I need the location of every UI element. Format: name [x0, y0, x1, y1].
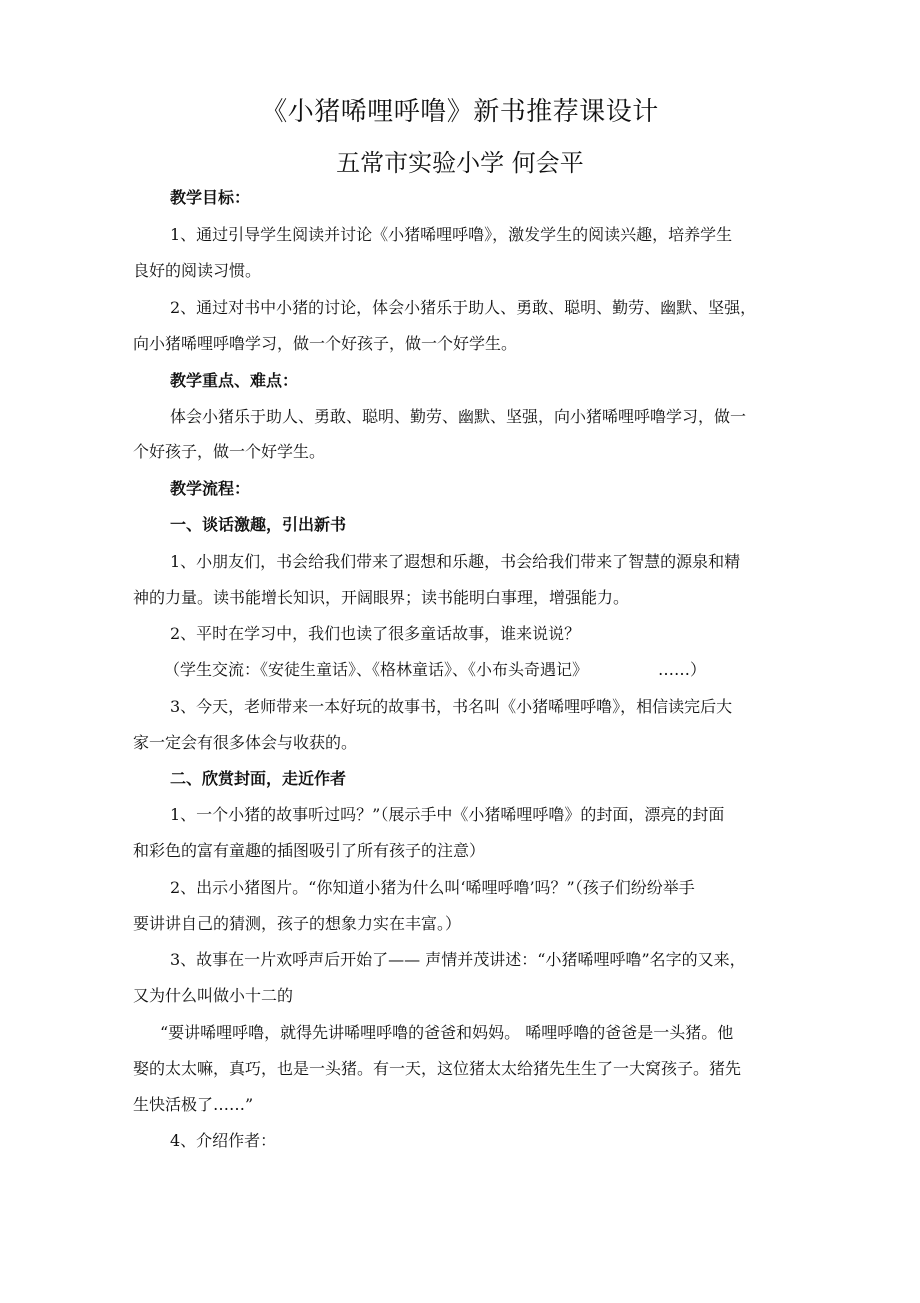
story-quote-line-3: 生快活极了……”: [133, 1095, 254, 1114]
student-exchange-ellipsis: ……）: [658, 660, 707, 679]
part-1-heading: 一、谈话激趣，引出新书: [170, 515, 347, 534]
student-exchange-text: （学生交流：《安徒生童话》、《格林童话》、《小布头奇遇记》: [164, 660, 589, 679]
flow-heading: 教学流程：: [170, 479, 251, 498]
story-quote-line-1: “要讲唏哩呼噜，就得先讲唏哩呼噜的爸爸和妈妈。 唏哩呼噜的爸爸是一头猪。他: [160, 1023, 734, 1042]
goal-1-line-2: 良好的阅读习惯。: [133, 261, 262, 280]
goal-2-line-1: 2、通过对书中小猪的讨论，体会小猪乐于助人、勇敢、聪明、勤劳、幽默、坚强，: [170, 298, 757, 317]
part-2-heading: 二、欣赏封面，走近作者: [170, 769, 347, 788]
author-line: 五常市实验小学 何会平: [336, 149, 584, 177]
part-2-item-4: 4、介绍作者：: [170, 1131, 277, 1150]
document-title: 《小猪唏哩呼噜》新书推荐课设计: [261, 97, 659, 127]
key-points-heading: 教学重点、难点：: [170, 371, 299, 390]
goals-heading: 教学目标：: [170, 188, 251, 207]
part-1-item-1-line-1: 1、小朋友们，书会给我们带来了遐想和乐趣，书会给我们带来了智慧的源泉和精: [170, 552, 741, 571]
student-exchange-line: [164, 658, 706, 682]
goal-2-line-2: 向小猪唏哩呼噜学习，做一个好孩子，做一个好学生。: [133, 334, 518, 353]
part-1-item-2: 2、平时在学习中，我们也读了很多童话故事，谁来说说？: [170, 624, 581, 643]
part-2-item-2-line-2: 要讲讲自己的猜测，孩子的想象力实在丰富。）: [133, 914, 462, 933]
part-2-item-3-line-1: 3、故事在一片欢呼声后开始了—— 声情并茂讲述：“小猪唏哩呼噜”名字的又来，: [170, 950, 746, 969]
part-2-item-2-line-1: 2、出示小猪图片。“你知道小猪为什么叫‘唏哩呼噜’吗？”（孩子们纷纷举手: [170, 878, 695, 897]
part-2-item-1-line-2: 和彩色的富有童趣的插图吸引了所有孩子的注意）: [133, 841, 486, 860]
story-quote-line-2: 娶的太太嘛，真巧，也是一头猪。有一天，这位猪太太给猪先生生了一大窝孩子。猪先: [133, 1059, 742, 1078]
goal-1-line-1: 1、通过引导学生阅读并讨论《小猪唏哩呼噜》，激发学生的阅读兴趣，培养学生: [170, 225, 733, 244]
part-1-item-3-line-1: 3、今天，老师带来一本好玩的故事书，书名叫《小猪唏哩呼噜》，相信读完后大: [170, 697, 733, 716]
part-2-item-3-line-2: 又为什么叫做小十二的: [133, 986, 294, 1005]
key-points-line-1: 体会小猪乐于助人、勇敢、聪明、勤劳、幽默、坚强，向小猪唏哩呼噜学习，做一: [170, 407, 747, 426]
part-1-item-3-line-2: 家一定会有很多体会与收获的。: [133, 733, 358, 752]
part-2-item-1-line-1: 1、一个小猪的故事听过吗？”（展示手中《小猪唏哩呼噜》的封面，漂亮的封面: [170, 805, 725, 824]
part-1-item-1-line-2: 神的力量。读书能增长知识，开阔眼界；读书能明白事理，增强能力。: [133, 588, 630, 607]
key-points-line-2: 个好孩子，做一个好学生。: [133, 442, 326, 461]
